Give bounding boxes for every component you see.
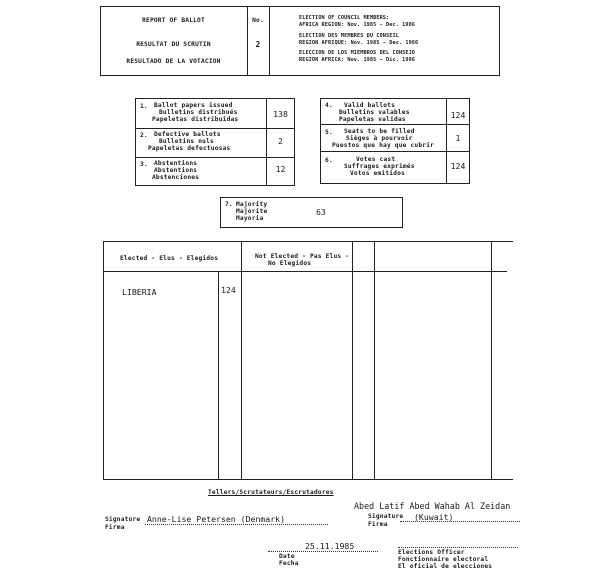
stat-label-es: Papeletas defectuosas xyxy=(148,145,231,152)
stat-label-en: Defective ballots xyxy=(154,131,221,138)
date-value: 25.11.1985 xyxy=(305,541,355,551)
officer-label-es: El oficial de elecciones xyxy=(398,563,493,570)
results-col-divider-1 xyxy=(218,271,219,480)
majority-label-fr: Majorite xyxy=(236,208,268,215)
elected-column-header: Elected - Elus - Elegidos xyxy=(120,255,219,262)
right-firma-label: Firma xyxy=(368,521,388,528)
date-line xyxy=(268,551,378,552)
report-number-label: No. xyxy=(252,17,264,24)
election-line-en-2: AFRICA REGION: Nov. 1985 - Dec. 1986 xyxy=(299,22,416,28)
stat-label-es: Papeletas distribuidas xyxy=(152,116,239,123)
title-en: REPORT OF BALLOT xyxy=(142,17,205,24)
stat-value: 124 xyxy=(450,110,466,120)
election-line-es-2: REGION AFRICA: Nov. 1985 - Dic. 1986 xyxy=(299,57,416,63)
results-table xyxy=(103,241,513,480)
majority-number: 7. xyxy=(225,201,233,208)
stat-number: 6. xyxy=(325,157,333,164)
stat-number: 1. xyxy=(140,103,148,110)
stat-label-fr: Abstentions xyxy=(154,167,198,174)
left-stats-rule-1 xyxy=(135,128,295,129)
right-signer-country: (Kuwait) xyxy=(414,512,454,522)
stat-label-fr: Bulletins valables xyxy=(339,109,410,116)
results-col-divider-3 xyxy=(352,241,353,480)
right-stats-rule-2 xyxy=(320,151,470,152)
right-signature-label: Signature xyxy=(368,513,404,520)
left-firma-label: Firma xyxy=(105,524,125,531)
fecha-label: Fecha xyxy=(279,560,299,567)
elected-country-name: LIBERIA xyxy=(122,287,157,297)
results-col-divider-5 xyxy=(491,241,492,480)
title-es: RESULTADO DE LA VOTACION xyxy=(126,58,221,65)
left-stats-rule-2 xyxy=(135,157,295,158)
results-col-divider-4 xyxy=(374,241,375,480)
report-number-value: 2 xyxy=(255,40,261,49)
stat-number: 3. xyxy=(140,161,148,168)
election-line-es-1: ELECCION DE LOS MIEMBROS DEL CONSEJO xyxy=(299,50,416,56)
stat-label-es: Puestos que hay que cubrir xyxy=(332,142,435,149)
election-line-en-1: ELECTION OF COUNCIL MEMBERS: xyxy=(299,15,390,21)
right-stats-rule-1 xyxy=(320,124,470,125)
stat-value: 12 xyxy=(275,164,286,174)
officer-label-fr: Fonctionnaire electoral xyxy=(398,556,489,563)
results-header-rule xyxy=(103,271,507,272)
stat-label-en: Seats to be filled xyxy=(344,128,415,135)
majority-label-es: Mayoria xyxy=(236,215,264,222)
majority-value: 63 xyxy=(316,207,326,217)
stat-label-es: Votos emitidos xyxy=(350,170,405,177)
majority-label-en: Majority xyxy=(236,201,268,208)
results-col-divider-2 xyxy=(241,241,242,480)
title-fr: RESULTAT DU SCRUTIN xyxy=(136,41,211,48)
not-elected-column-header-2: No Elegidos xyxy=(268,260,312,267)
stat-value: 1 xyxy=(455,133,461,143)
left-signature-label: Signature xyxy=(105,516,141,523)
election-line-fr-2: REGION AFRIQUE: Nov. 1985 - Dec. 1986 xyxy=(299,40,419,46)
officer-label-en: Elections Officer xyxy=(398,549,465,556)
stat-label-en: Votes cast xyxy=(356,156,396,163)
stat-number: 5. xyxy=(325,129,333,136)
right-signer-name: Abed Latif Abed Wahab Al Zeidan xyxy=(354,501,511,511)
left-signer-name: Anne-Lise Petersen (Denmark) xyxy=(147,514,286,524)
stat-number: 4. xyxy=(325,102,333,109)
header-divider-2 xyxy=(269,6,270,76)
stat-number: 2. xyxy=(140,132,148,139)
officer-signature-line xyxy=(398,547,518,548)
stat-label-en: Ballot papers issued xyxy=(154,102,233,109)
left-signature-line xyxy=(145,524,328,525)
stat-label-fr: Bulletins nuls xyxy=(159,138,214,145)
elected-country-votes: 124 xyxy=(221,285,236,295)
not-elected-column-header-1: Not Elected - Pas Elus - xyxy=(255,253,350,260)
stat-value: 124 xyxy=(450,161,466,171)
tellers-label: Tellers/Scrutateurs/Escrutadores xyxy=(208,489,334,496)
stat-label-es: Papeletas validas xyxy=(339,116,406,123)
stat-label-fr: Bulletins distribués xyxy=(159,109,238,116)
stat-value: 2 xyxy=(278,136,283,146)
stat-label-es: Abstenciones xyxy=(152,174,200,181)
stat-value: 138 xyxy=(273,109,288,119)
election-line-fr-1: ELECTION DES MEMBRES DU CONSEIL xyxy=(299,33,399,39)
date-label: Date xyxy=(279,553,295,560)
right-signature-line xyxy=(400,521,520,522)
stat-label-fr: Suffrages exprimés xyxy=(344,163,415,170)
stat-label-en: Valid ballots xyxy=(344,102,396,109)
stat-label-en: Abstentions xyxy=(154,160,198,167)
stat-label-fr: Sièges à pourvoir xyxy=(346,135,413,142)
